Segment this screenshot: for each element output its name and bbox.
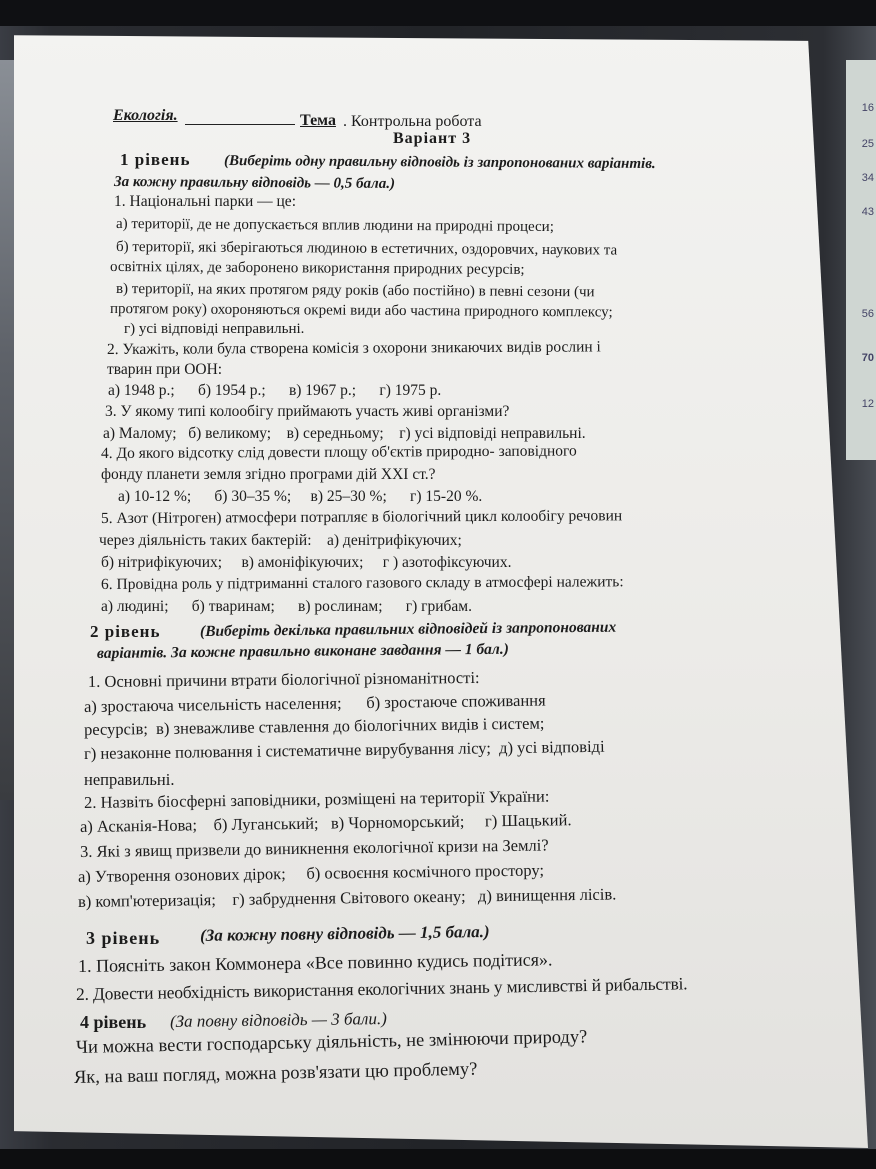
question-2-cont: тварин при ООН: — [107, 361, 223, 378]
answer-1b: б) території, які зберігаються людиною в естетичних, оздоровчих, наукових та — [115, 239, 618, 259]
bg-number: 25 — [861, 138, 874, 150]
l2-answers-1c: г) незаконне полювання і систематичне вирубування лісу; д) усі відповіді — [83, 736, 605, 763]
answer-1d: г) усі відповіді неправильні. — [124, 321, 305, 337]
question-6: 6. Провідна роль у підтриманні сталого газового складу в атмосфері належить: — [100, 573, 624, 593]
l2-question-2: 2. Назвіть біосферні заповідники, розміщені на території України: — [83, 786, 550, 812]
answers-4: а) 10-12 %; б) 30–35 %; в) 25–30 %; г) 15-20 %. — [118, 488, 483, 505]
answer-1b-cont: освітніх цілях, де заборонено використання природних ресурсів; — [109, 259, 525, 278]
answers-2: а) 1948 р.; б) 1954 р.; в) 1967 р.; г) 1975 р. — [108, 382, 442, 399]
l2-answers-3a: а) Утворення озонових дірок; б) освоєння космічного простору; — [77, 860, 545, 886]
subject-underline — [185, 110, 295, 125]
bg-number: 16 — [861, 102, 874, 114]
level1-instruction-2: За кожну правильну відповідь — 0,5 бала.) — [113, 174, 396, 192]
level1-instruction: (Виберіть одну правильну відповідь із запропонованих варіантів. — [223, 153, 656, 173]
question-3: 3. У якому типі колообігу приймають участь живі організми? — [105, 403, 510, 420]
bg-number: 34 — [861, 172, 874, 184]
l3-question-1: 1. Поясніть закон Коммонера «Все повинно кудись подітися». — [77, 949, 553, 976]
l2-answers-1d: неправильні. — [84, 770, 175, 789]
level2-instruction-2: варіантів. За кожне правильно виконане завдання — 1 бал.) — [96, 640, 509, 662]
answer-1a: а) території, де не допускається вплив людини на природні процеси; — [115, 216, 554, 236]
l2-answers-1a: а) зростаюча чисельність населення; б) зростаюче споживання — [83, 690, 546, 716]
question-4-cont: фонду планети земля згідно програми дій XXI ст.? — [101, 466, 436, 483]
level4-instruction: (За повну відповідь — 3 бали.) — [169, 1008, 387, 1031]
answers-5: б) нітрифікуючих; в) амоніфікуючих; г ) азотофіксуючих. — [101, 554, 512, 571]
bg-number: 56 — [861, 308, 874, 320]
question-2: 2. Укажіть, коли була створена комісія з охорони зникаючих видів рослин і — [106, 338, 601, 358]
question-5: 5. Азот (Нітроген) атмосфери потрапляє в біологічний цикл колообігу речовин — [100, 507, 623, 527]
level4-title: 4 рівень — [80, 1012, 147, 1032]
l2-question-3: 3. Які з явищ призвели до виникнення екологічної кризи на Землі? — [79, 835, 549, 861]
level2-title: 2 рівень — [90, 622, 161, 641]
level2-instruction: (Виберіть декілька правильних відповідей із запропонованих — [199, 618, 617, 640]
bg-number: 12 — [861, 398, 874, 410]
l4-question-2: Як, на ваш погляд, можна розв'язати цю проблему? — [73, 1059, 478, 1088]
level3-instruction: (За кожну повну відповідь — 1,5 бала.) — [199, 921, 490, 945]
answers-6: а) людині; б) тваринам; в) рослинам; г) грибам. — [101, 598, 472, 615]
l4-question-1: Чи можна вести господарську діяльність, не змінюючи природу? — [75, 1027, 588, 1058]
question-5-cont: через діяльність таких бактерій: а) денітрифікуючих; — [99, 532, 462, 549]
subject-label: Екологія. — [113, 107, 178, 124]
question-1: 1. Національні парки — це: — [114, 193, 296, 210]
bg-number: 43 — [861, 206, 874, 218]
l2-answers-2: а) Асканія-Нова; б) Луганський; в) Чорноморський; г) Шацький. — [79, 810, 572, 836]
topic-value: . Контрольна робота — [343, 113, 482, 130]
l3-question-2: 2. Довести необхідність використання екологічних знань у мисливстві й рибальстві. — [75, 973, 688, 1004]
question-4: 4. До якого відсотку слід довести площу об'єктів природно- заповідного — [100, 442, 577, 462]
answers-3: а) Малому; б) великому; в) середньому; г) усі відповіді неправильні. — [103, 425, 586, 442]
l2-answers-1b: ресурсів; в) зневажливе ставлення до біологічних видів і систем; — [83, 713, 545, 739]
level3-title: 3 рівень — [86, 928, 161, 948]
answer-1c: в) території, на яких протягом ряду років (або постійно) в певні сезони (чи — [115, 281, 595, 301]
bg-number: 70 — [861, 352, 874, 364]
l2-answers-3b: в) комп'ютеризація; г) забруднення Світового океану; д) винищення лісів. — [77, 884, 617, 911]
answer-1c-cont: протягом року) охороняються окремі види або частина природного комплексу; — [109, 301, 613, 321]
l2-question-1: 1. Основні причини втрати біологічної різноманітності: — [87, 667, 480, 691]
variant-title: Варіант 3 — [393, 130, 472, 147]
level1-title: 1 рівень — [120, 150, 191, 169]
topic-label: Тема — [300, 112, 336, 129]
